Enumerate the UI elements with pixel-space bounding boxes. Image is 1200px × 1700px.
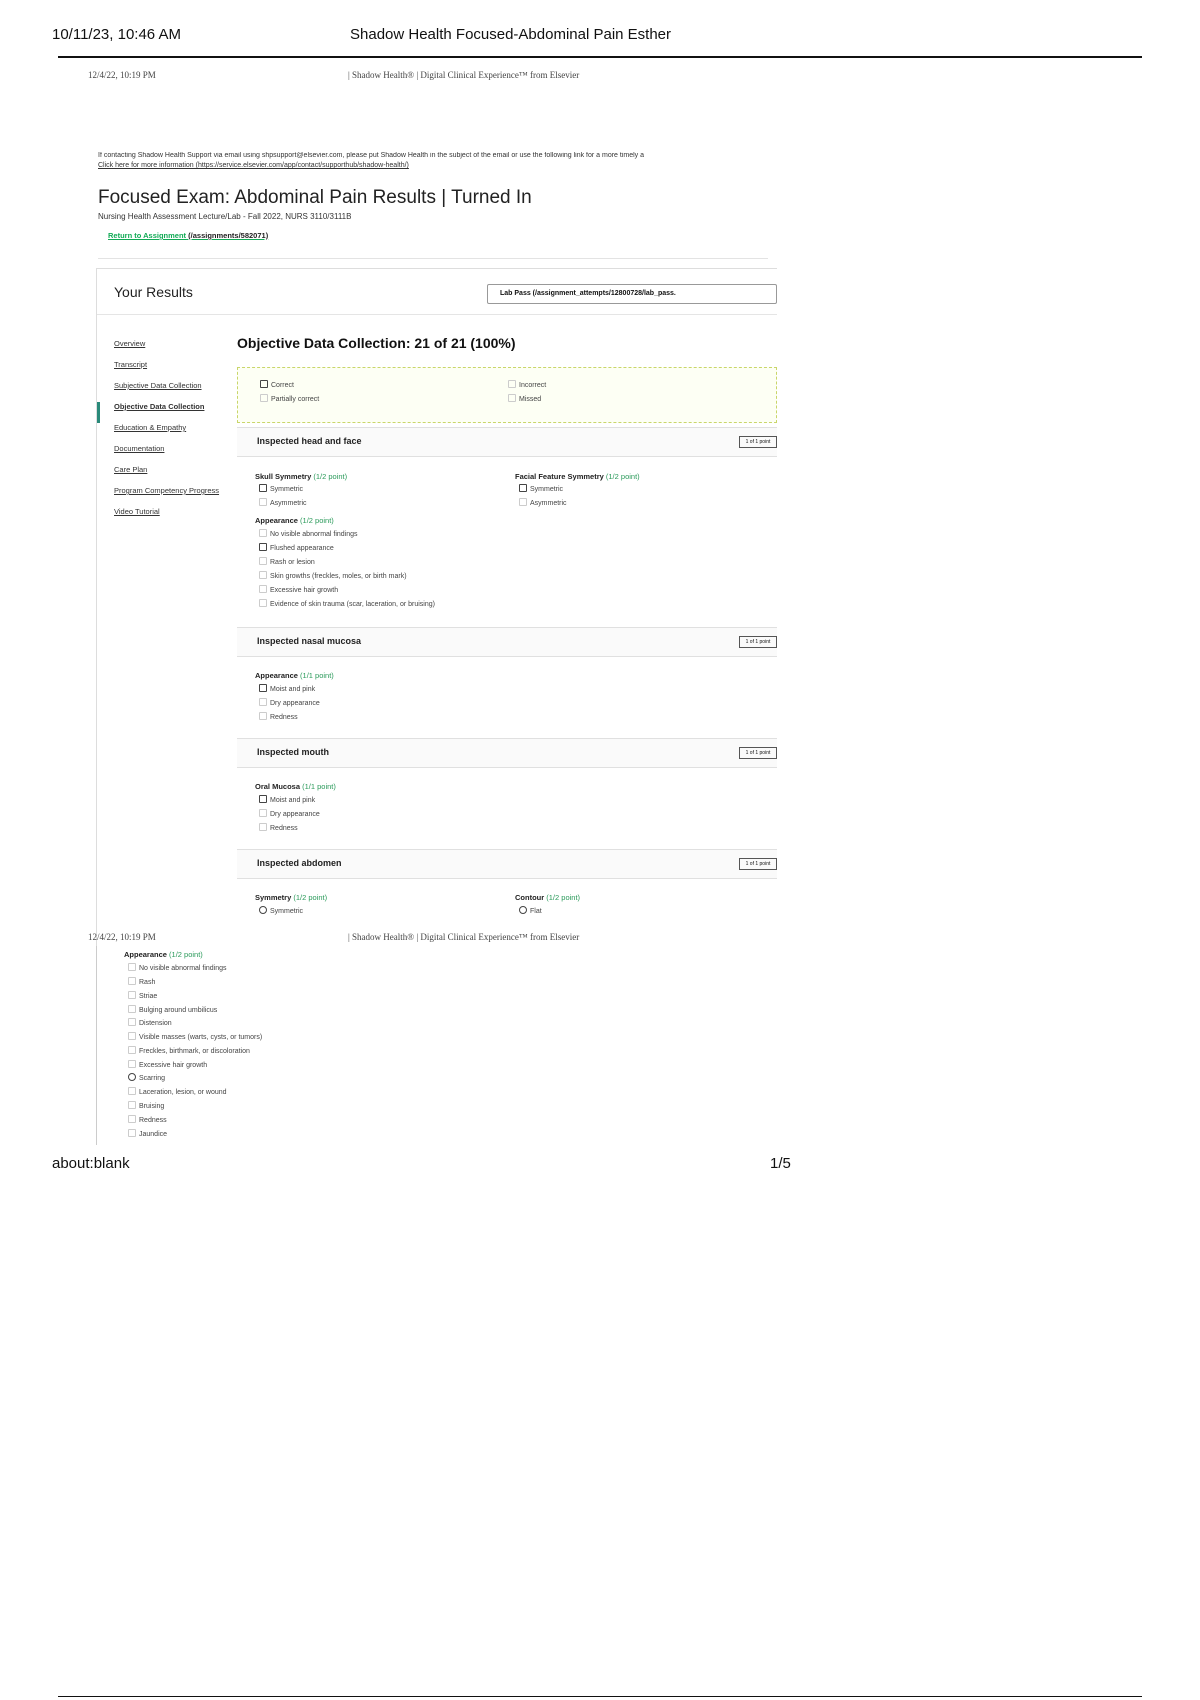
print-date: 10/11/23, 10:46 AM <box>52 26 181 43</box>
support-notice <box>98 152 778 169</box>
checkbox-icon <box>259 529 267 537</box>
checkbox-icon <box>259 684 267 692</box>
checkbox-icon <box>259 543 267 551</box>
checkbox-icon <box>128 1129 136 1137</box>
group-title: Inspected head and face <box>257 436 362 446</box>
question-abdomen-contour: Contour (1/2 point) <box>515 893 581 902</box>
your-results-heading: Your Results <box>114 284 193 300</box>
checkbox-icon <box>259 498 267 506</box>
group-header-abdomen[interactable] <box>237 849 777 879</box>
nav-item-documentation[interactable]: Documentation <box>114 444 165 453</box>
checkbox-icon <box>128 1005 136 1013</box>
question-nasal-appearance: Appearance (1/1 point) <box>255 671 334 680</box>
nav-item-transcript[interactable]: Transcript <box>114 360 148 369</box>
option: Bruising <box>128 1101 164 1110</box>
group-title: Inspected mouth <box>257 747 330 757</box>
nav-item-objective[interactable]: Objective Data Collection <box>97 402 227 423</box>
inner-print-title: | Shadow Health® | Digital Clinical Experience™ from Elsevier <box>348 70 580 80</box>
option: Striae <box>128 991 157 1000</box>
checkbox-icon <box>259 795 267 803</box>
print-footer-url: about:blank <box>52 1155 130 1172</box>
return-to-assignment-link[interactable] <box>108 231 268 240</box>
checkbox-icon <box>519 484 527 492</box>
checkbox-icon <box>259 571 267 579</box>
group-title: Inspected nasal mucosa <box>257 636 362 646</box>
option: Redness <box>259 712 298 721</box>
question-appearance: Appearance (1/2 point) <box>255 516 334 525</box>
checkbox-icon <box>259 484 267 492</box>
option: Dry appearance <box>259 809 320 818</box>
return-link-path: (/assignments/582071) <box>188 231 269 240</box>
checkbox-icon <box>128 977 136 985</box>
checkbox-icon <box>260 380 268 388</box>
points-badge: 1 of 1 point <box>739 636 777 648</box>
option: Flat <box>519 906 542 915</box>
checkbox-icon <box>508 380 516 388</box>
divider <box>98 258 768 259</box>
legend-missed: Missed <box>508 394 541 403</box>
footer-rule <box>58 1696 1142 1697</box>
checkbox-icon <box>128 991 136 999</box>
option: Excessive hair growth <box>128 1060 207 1069</box>
checkbox-icon <box>128 1060 136 1068</box>
question-oral-mucosa: Oral Mucosa (1/1 point) <box>255 782 336 791</box>
option: Moist and pink <box>259 795 315 804</box>
option: Scarring <box>128 1073 165 1082</box>
option: Bulging around umbilicus <box>128 1005 217 1014</box>
legend <box>237 367 777 423</box>
section-title: Objective Data Collection: 21 of 21 (100%) <box>237 335 516 351</box>
radio-icon <box>259 906 267 914</box>
checkbox-icon <box>259 712 267 720</box>
option: Distension <box>128 1018 172 1027</box>
checkbox-icon <box>259 698 267 706</box>
group-header-mouth[interactable] <box>237 738 777 768</box>
group-title: Inspected abdomen <box>257 858 342 868</box>
option: Asymmetric <box>259 498 307 507</box>
course-name: Nursing Health Assessment Lecture/Lab - Fall 2022, NURS 3110/3111B <box>98 212 352 221</box>
checkbox-icon <box>508 394 516 402</box>
option: Visible masses (warts, cysts, or tumors) <box>128 1032 262 1041</box>
page-title: Focused Exam: Abdominal Pain Results | Turned In <box>98 187 532 208</box>
option: Symmetric <box>259 484 303 493</box>
checkbox-icon <box>128 1018 136 1026</box>
option: Moist and pink <box>259 684 315 693</box>
nav-item-care-plan[interactable]: Care Plan <box>114 465 148 474</box>
frame-edge <box>96 946 97 1145</box>
option: Freckles, birthmark, or discoloration <box>128 1046 250 1055</box>
lab-pass-button[interactable]: Lab Pass (/assignment_attempts/12800728/lab_pass. <box>487 284 777 304</box>
option: Dry appearance <box>259 698 320 707</box>
nav-item-subjective[interactable]: Subjective Data Collection <box>114 381 202 390</box>
results-side-nav <box>97 339 227 528</box>
option: No visible abnormal findings <box>259 529 358 538</box>
support-notice-text: If contacting Shadow Health Support via email using shpsupport@elsevier.com, please put Shadow Health in the subject of the email or use the following link for a more timely a <box>98 152 645 159</box>
checkbox-icon <box>519 498 527 506</box>
checkbox-icon <box>128 1101 136 1109</box>
checkbox-icon <box>128 1115 136 1123</box>
print-footer-page: 1/5 <box>770 1155 791 1172</box>
checkbox-icon <box>128 1032 136 1040</box>
option: Laceration, lesion, or wound <box>128 1087 227 1096</box>
question-skull-symmetry: Skull Symmetry (1/2 point) <box>255 472 348 481</box>
option: Excessive hair growth <box>259 585 338 594</box>
question-facial-symmetry: Facial Feature Symmetry (1/2 point) <box>515 472 640 481</box>
nav-item-video[interactable]: Video Tutorial <box>114 507 160 516</box>
option: Redness <box>128 1115 167 1124</box>
checkbox-icon <box>128 1046 136 1054</box>
question-abdomen-appearance: Appearance (1/2 point) <box>124 950 203 959</box>
option: Skin growths (freckles, moles, or birth mark) <box>259 571 407 580</box>
checkbox-icon <box>259 557 267 565</box>
inner-print-date: 12/4/22, 10:19 PM <box>88 70 156 80</box>
nav-item-competency[interactable]: Program Competency Progress <box>114 486 220 495</box>
option: Jaundice <box>128 1129 167 1138</box>
nav-item-overview[interactable]: Overview <box>114 339 146 348</box>
radio-icon <box>519 906 527 914</box>
divider <box>97 314 777 315</box>
radio-icon <box>128 1073 136 1081</box>
inner-print-title: | Shadow Health® | Digital Clinical Experience™ from Elsevier <box>348 932 580 942</box>
print-title: Shadow Health Focused-Abdominal Pain Esther <box>350 26 672 43</box>
captured-page <box>88 60 783 1145</box>
checkbox-icon <box>259 823 267 831</box>
question-abdomen-symmetry: Symmetry (1/2 point) <box>255 893 328 902</box>
points-badge: 1 of 1 point <box>739 436 777 448</box>
option: Evidence of skin trauma (scar, laceration, or bruising) <box>259 599 435 608</box>
option: Rash or lesion <box>259 557 315 566</box>
option: Redness <box>259 823 298 832</box>
checkbox-icon <box>259 599 267 607</box>
option: Rash <box>128 977 155 986</box>
checkbox-icon <box>260 394 268 402</box>
option: Symmetric <box>259 906 303 915</box>
option: Asymmetric <box>519 498 567 507</box>
option: No visible abnormal findings <box>128 963 227 972</box>
group-header-nasal[interactable] <box>237 627 777 657</box>
option: Flushed appearance <box>259 543 334 552</box>
support-notice-link[interactable]: Click here for more information (https://service.elsevier.com/app/contact/supporthub/shadow-health/) <box>98 162 409 169</box>
checkbox-icon <box>259 809 267 817</box>
checkbox-icon <box>259 585 267 593</box>
legend-partially: Partially correct <box>260 394 319 403</box>
header-rule <box>58 56 1142 58</box>
checkbox-icon <box>128 963 136 971</box>
checkbox-icon <box>128 1087 136 1095</box>
option: Symmetric <box>519 484 563 493</box>
points-badge: 1 of 1 point <box>739 858 777 870</box>
nav-item-education[interactable]: Education & Empathy <box>114 423 187 432</box>
inner-print-date: 12/4/22, 10:19 PM <box>88 932 156 942</box>
return-link-text[interactable]: Return to Assignment <box>108 231 187 240</box>
group-header-head-face[interactable] <box>237 427 777 457</box>
legend-incorrect: Incorrect <box>508 380 546 389</box>
points-badge: 1 of 1 point <box>739 747 777 759</box>
legend-correct: Correct <box>260 380 294 389</box>
